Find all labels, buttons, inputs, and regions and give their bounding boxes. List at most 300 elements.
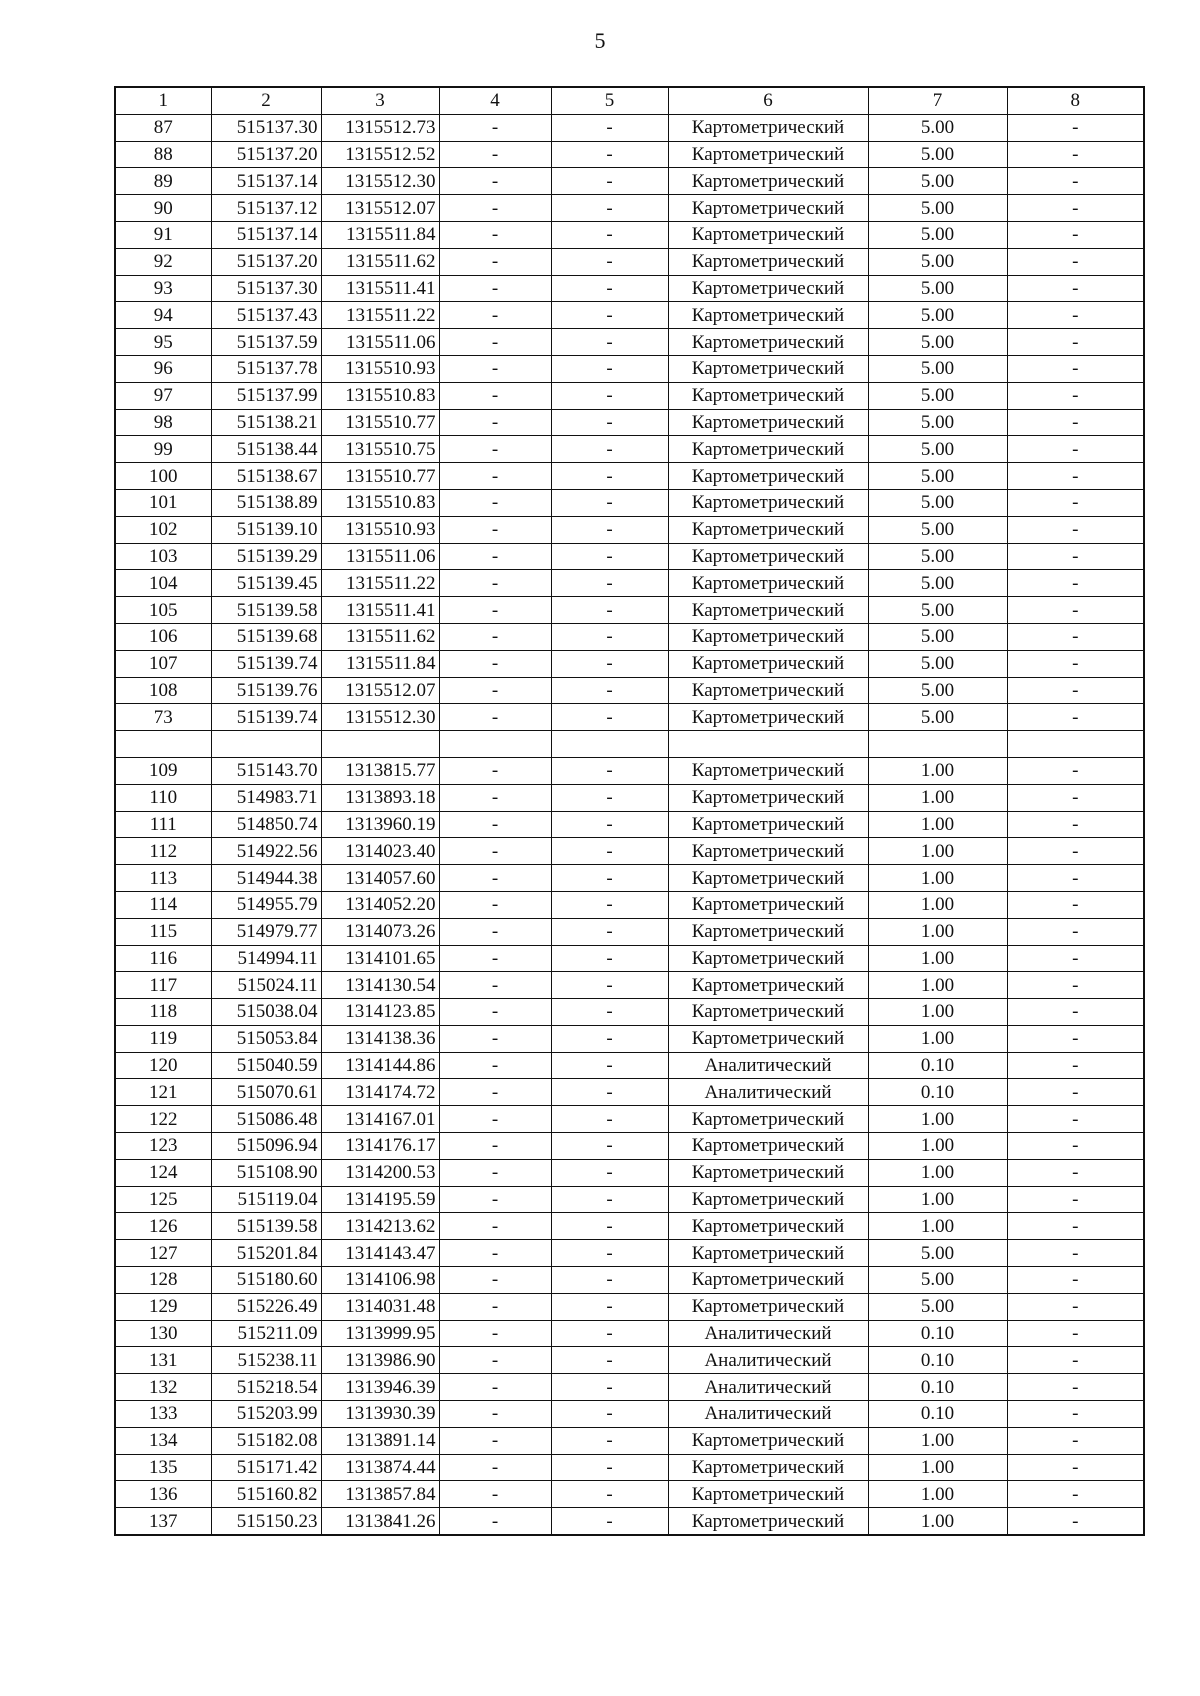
table-cell: 118	[115, 999, 211, 1026]
table-cell: -	[551, 1159, 668, 1186]
table-cell: -	[1007, 757, 1144, 784]
table-cell: -	[439, 329, 551, 356]
table-cell: 99	[115, 436, 211, 463]
table-cell: 109	[115, 757, 211, 784]
table-cell	[1007, 731, 1144, 758]
table-cell: 1314174.72	[321, 1079, 439, 1106]
table-cell: 514850.74	[211, 811, 321, 838]
table-cell: -	[439, 597, 551, 624]
table-cell: 5.00	[868, 1240, 1007, 1267]
table-row	[115, 275, 1144, 302]
table-cell: Картометрический	[668, 972, 868, 999]
table-cell: -	[439, 248, 551, 275]
table-cell: 1315511.22	[321, 302, 439, 329]
table-cell: 1.00	[868, 1133, 1007, 1160]
table-cell: -	[439, 677, 551, 704]
header-cell: 2	[211, 87, 321, 114]
table-cell: 515137.14	[211, 221, 321, 248]
table-cell: 515137.99	[211, 382, 321, 409]
table-row	[115, 945, 1144, 972]
table-cell: -	[439, 1052, 551, 1079]
table-cell: -	[1007, 436, 1144, 463]
table-cell: 1314031.48	[321, 1293, 439, 1320]
table-cell: 1315512.30	[321, 168, 439, 195]
table-cell: -	[551, 114, 668, 141]
table-cell: 514955.79	[211, 891, 321, 918]
table-cell: 1315512.07	[321, 677, 439, 704]
table-cell: 515139.68	[211, 623, 321, 650]
table-cell: 515203.99	[211, 1401, 321, 1428]
table-row	[115, 704, 1144, 731]
table-cell: 1315510.77	[321, 409, 439, 436]
table-cell: 1315512.52	[321, 141, 439, 168]
table-cell: 515138.89	[211, 489, 321, 516]
table-cell: 5.00	[868, 704, 1007, 731]
table-row	[115, 1213, 1144, 1240]
table-cell: 515137.20	[211, 141, 321, 168]
header-row	[115, 87, 1144, 114]
table-cell: 104	[115, 570, 211, 597]
table-cell: -	[551, 650, 668, 677]
table-cell: -	[551, 195, 668, 222]
table-cell: 1315512.30	[321, 704, 439, 731]
table-cell: 5.00	[868, 463, 1007, 490]
table-cell: Картометрический	[668, 1293, 868, 1320]
table-cell: 93	[115, 275, 211, 302]
table-cell: 5.00	[868, 650, 1007, 677]
table-cell: -	[439, 1374, 551, 1401]
table-cell: 116	[115, 945, 211, 972]
table-cell: 515139.45	[211, 570, 321, 597]
table-cell: 129	[115, 1293, 211, 1320]
table-cell: 515024.11	[211, 972, 321, 999]
table-cell: -	[439, 168, 551, 195]
table-cell: -	[1007, 195, 1144, 222]
table-cell: Картометрический	[668, 811, 868, 838]
table-cell: 515171.42	[211, 1454, 321, 1481]
table-cell: -	[551, 168, 668, 195]
table-cell: 5.00	[868, 302, 1007, 329]
table-cell: Картометрический	[668, 463, 868, 490]
table-cell: 110	[115, 784, 211, 811]
table-cell: -	[551, 1427, 668, 1454]
table-cell: 1314057.60	[321, 865, 439, 892]
table-cell: 132	[115, 1374, 211, 1401]
table-cell: -	[551, 248, 668, 275]
table-cell: Картометрический	[668, 891, 868, 918]
table-cell: -	[551, 1374, 668, 1401]
table-cell: 5.00	[868, 275, 1007, 302]
table-cell: Картометрический	[668, 1213, 868, 1240]
table-cell: 5.00	[868, 114, 1007, 141]
table-cell: Картометрический	[668, 543, 868, 570]
table-cell: 1.00	[868, 1213, 1007, 1240]
table-cell: 105	[115, 597, 211, 624]
table-cell: 1315511.62	[321, 248, 439, 275]
table-cell: 0.10	[868, 1401, 1007, 1428]
table-cell: Картометрический	[668, 275, 868, 302]
table-row	[115, 355, 1144, 382]
table-cell: 1.00	[868, 1025, 1007, 1052]
table-cell: -	[551, 757, 668, 784]
table-cell: -	[439, 221, 551, 248]
table-cell: Картометрический	[668, 1186, 868, 1213]
table-cell: 111	[115, 811, 211, 838]
table-cell: 1315510.83	[321, 382, 439, 409]
table-cell: 515139.29	[211, 543, 321, 570]
table-cell: 5.00	[868, 543, 1007, 570]
table-cell: Аналитический	[668, 1079, 868, 1106]
table-cell: -	[551, 355, 668, 382]
table-cell: -	[439, 945, 551, 972]
table-cell: -	[1007, 597, 1144, 624]
table-cell: 88	[115, 141, 211, 168]
table-cell: 5.00	[868, 221, 1007, 248]
table-row	[115, 463, 1144, 490]
table-cell: 514983.71	[211, 784, 321, 811]
table-cell: 515137.78	[211, 355, 321, 382]
table-row	[115, 1481, 1144, 1508]
table-cell: 1.00	[868, 945, 1007, 972]
table-cell: -	[439, 650, 551, 677]
table-cell: 515139.58	[211, 597, 321, 624]
table-cell: -	[551, 1213, 668, 1240]
table-cell: 1315510.83	[321, 489, 439, 516]
table-cell: 1313857.84	[321, 1481, 439, 1508]
table-cell: 515137.30	[211, 114, 321, 141]
table-cell: -	[439, 1401, 551, 1428]
table-cell: -	[1007, 1454, 1144, 1481]
table-cell: 1.00	[868, 1427, 1007, 1454]
table-cell: 133	[115, 1401, 211, 1428]
table-cell: -	[1007, 570, 1144, 597]
table-cell: -	[1007, 329, 1144, 356]
table-cell: 1315511.84	[321, 221, 439, 248]
table-cell: -	[439, 195, 551, 222]
table-cell: 514944.38	[211, 865, 321, 892]
table-cell: 100	[115, 463, 211, 490]
table-cell: -	[1007, 918, 1144, 945]
table-cell: -	[551, 704, 668, 731]
table-cell: -	[439, 1106, 551, 1133]
table-cell: -	[439, 1240, 551, 1267]
table-row	[115, 248, 1144, 275]
table-row	[115, 409, 1144, 436]
table-cell: 1313874.44	[321, 1454, 439, 1481]
table-cell: 515137.12	[211, 195, 321, 222]
table-cell: 1315511.41	[321, 597, 439, 624]
table-cell: 1313815.77	[321, 757, 439, 784]
table-cell: -	[439, 704, 551, 731]
table-cell: -	[551, 1481, 668, 1508]
table-cell: Картометрический	[668, 409, 868, 436]
table-cell: -	[1007, 1508, 1144, 1535]
table-cell: 515108.90	[211, 1159, 321, 1186]
table-cell: Картометрический	[668, 248, 868, 275]
table-cell: -	[1007, 114, 1144, 141]
table-cell: 1315511.62	[321, 623, 439, 650]
table-cell: 515180.60	[211, 1267, 321, 1294]
table-cell: -	[1007, 275, 1144, 302]
table-cell: 1314073.26	[321, 918, 439, 945]
table-cell: 1315511.41	[321, 275, 439, 302]
table-cell: Картометрический	[668, 1133, 868, 1160]
table-cell: 0.10	[868, 1374, 1007, 1401]
table-cell: Аналитический	[668, 1320, 868, 1347]
table-cell: Картометрический	[668, 355, 868, 382]
table-cell: Аналитический	[668, 1374, 868, 1401]
table-cell: 5.00	[868, 195, 1007, 222]
table-cell: 96	[115, 355, 211, 382]
table-row	[115, 1454, 1144, 1481]
table-row	[115, 838, 1144, 865]
table-cell: 0.10	[868, 1079, 1007, 1106]
table-cell: -	[1007, 302, 1144, 329]
table-cell: 97	[115, 382, 211, 409]
table-cell: -	[439, 409, 551, 436]
table-row	[115, 141, 1144, 168]
table-cell: 1313999.95	[321, 1320, 439, 1347]
table-cell: Картометрический	[668, 382, 868, 409]
table-row	[115, 168, 1144, 195]
table-body	[115, 87, 1144, 1535]
table-cell: -	[551, 623, 668, 650]
table-row	[115, 1106, 1144, 1133]
table-cell: -	[551, 677, 668, 704]
table-row	[115, 1320, 1144, 1347]
table-cell: -	[439, 436, 551, 463]
table-cell: Картометрический	[668, 1159, 868, 1186]
table-cell: 98	[115, 409, 211, 436]
table-cell: -	[1007, 677, 1144, 704]
table-cell: 1315510.77	[321, 463, 439, 490]
table-cell: -	[1007, 1213, 1144, 1240]
table-cell: -	[1007, 704, 1144, 731]
table-cell: Картометрический	[668, 329, 868, 356]
table-cell: -	[439, 865, 551, 892]
table-cell: 1.00	[868, 865, 1007, 892]
table-cell: Картометрический	[668, 838, 868, 865]
table-cell: -	[551, 1186, 668, 1213]
table-cell: -	[1007, 999, 1144, 1026]
table-row	[115, 1159, 1144, 1186]
table-cell: -	[551, 543, 668, 570]
header-cell: 1	[115, 87, 211, 114]
table-cell: 515139.58	[211, 1213, 321, 1240]
table-cell: Картометрический	[668, 114, 868, 141]
table-cell: 1314200.53	[321, 1159, 439, 1186]
header-cell: 7	[868, 87, 1007, 114]
table-cell: 1.00	[868, 1454, 1007, 1481]
table-cell: 91	[115, 221, 211, 248]
table-cell: 90	[115, 195, 211, 222]
table-cell: Аналитический	[668, 1052, 868, 1079]
header-cell: 8	[1007, 87, 1144, 114]
table-cell: -	[1007, 1133, 1144, 1160]
table-row	[115, 516, 1144, 543]
table-row	[115, 1508, 1144, 1535]
table-cell: 515137.43	[211, 302, 321, 329]
table-cell: -	[1007, 1079, 1144, 1106]
table-cell: 515053.84	[211, 1025, 321, 1052]
table-cell: Картометрический	[668, 650, 868, 677]
table-cell: Картометрический	[668, 195, 868, 222]
table-row	[115, 597, 1144, 624]
table-cell: 1315510.75	[321, 436, 439, 463]
table-cell: 131	[115, 1347, 211, 1374]
table-cell: 114	[115, 891, 211, 918]
table-cell: -	[1007, 382, 1144, 409]
table-cell: 515138.21	[211, 409, 321, 436]
table-cell: -	[1007, 1293, 1144, 1320]
table-cell: Картометрический	[668, 597, 868, 624]
table-cell: 1.00	[868, 972, 1007, 999]
table-cell: -	[1007, 516, 1144, 543]
table-cell: 0.10	[868, 1052, 1007, 1079]
table-cell: 1314023.40	[321, 838, 439, 865]
table-cell: -	[439, 1481, 551, 1508]
table-row	[115, 1079, 1144, 1106]
table-cell: 1.00	[868, 784, 1007, 811]
table-cell: -	[1007, 1186, 1144, 1213]
table-row	[115, 195, 1144, 222]
table-cell: -	[439, 891, 551, 918]
table-cell: -	[1007, 1052, 1144, 1079]
table-cell: 107	[115, 650, 211, 677]
table-cell: 120	[115, 1052, 211, 1079]
table-cell: Картометрический	[668, 999, 868, 1026]
table-cell: -	[439, 1267, 551, 1294]
table-row	[115, 1347, 1144, 1374]
table-cell: Картометрический	[668, 704, 868, 731]
table-cell: -	[1007, 1374, 1144, 1401]
table-cell: Картометрический	[668, 1267, 868, 1294]
table-cell: -	[551, 891, 668, 918]
table-row	[115, 757, 1144, 784]
table-cell: 103	[115, 543, 211, 570]
table-cell: Картометрический	[668, 221, 868, 248]
table-cell: 1313841.26	[321, 1508, 439, 1535]
table-cell: Картометрический	[668, 945, 868, 972]
table-cell: 123	[115, 1133, 211, 1160]
table-cell: -	[551, 1293, 668, 1320]
table-cell: Картометрический	[668, 623, 868, 650]
table-cell: -	[551, 597, 668, 624]
table-cell: 122	[115, 1106, 211, 1133]
table-cell: 1.00	[868, 999, 1007, 1026]
table-cell: -	[1007, 141, 1144, 168]
table-row	[115, 650, 1144, 677]
table-cell: -	[1007, 623, 1144, 650]
table-cell: -	[439, 1347, 551, 1374]
table-cell: -	[551, 865, 668, 892]
table-cell: -	[551, 463, 668, 490]
table-cell: 515096.94	[211, 1133, 321, 1160]
header-cell: 3	[321, 87, 439, 114]
table-cell: -	[551, 516, 668, 543]
table-cell: Картометрический	[668, 1025, 868, 1052]
table-cell: -	[551, 141, 668, 168]
table-cell: 1313930.39	[321, 1401, 439, 1428]
table-cell: 1315512.73	[321, 114, 439, 141]
table-cell: 125	[115, 1186, 211, 1213]
table-cell: 515238.11	[211, 1347, 321, 1374]
table-cell: 514979.77	[211, 918, 321, 945]
table-cell: 1314144.86	[321, 1052, 439, 1079]
table-cell: -	[551, 918, 668, 945]
table-cell: 1314195.59	[321, 1186, 439, 1213]
table-cell: 5.00	[868, 141, 1007, 168]
table-cell: 1314130.54	[321, 972, 439, 999]
table-cell: Картометрический	[668, 1481, 868, 1508]
table-cell: -	[551, 1106, 668, 1133]
table-cell: -	[439, 1508, 551, 1535]
table-cell: -	[439, 999, 551, 1026]
table-cell: 5.00	[868, 489, 1007, 516]
table-cell: 514922.56	[211, 838, 321, 865]
table-row	[115, 972, 1144, 999]
table-cell: 515038.04	[211, 999, 321, 1026]
table-cell: Картометрический	[668, 757, 868, 784]
table-cell: 515138.67	[211, 463, 321, 490]
table-cell: -	[1007, 1401, 1144, 1428]
table-cell: 128	[115, 1267, 211, 1294]
table-cell: 1.00	[868, 1159, 1007, 1186]
table-cell: 515139.74	[211, 704, 321, 731]
table-cell: 515139.76	[211, 677, 321, 704]
table-cell: 115	[115, 918, 211, 945]
table-cell: Картометрический	[668, 784, 868, 811]
table-cell: Картометрический	[668, 1427, 868, 1454]
table-row	[115, 918, 1144, 945]
table-cell: -	[1007, 1481, 1144, 1508]
table-cell: 5.00	[868, 516, 1007, 543]
table-cell: 5.00	[868, 409, 1007, 436]
table-cell: 112	[115, 838, 211, 865]
table-cell	[211, 731, 321, 758]
table-cell: -	[439, 463, 551, 490]
table-cell: 5.00	[868, 623, 1007, 650]
table-row	[115, 1240, 1144, 1267]
table-cell: -	[551, 329, 668, 356]
table-cell: 515040.59	[211, 1052, 321, 1079]
table-cell: 5.00	[868, 168, 1007, 195]
table-cell: -	[551, 275, 668, 302]
header-cell: 6	[668, 87, 868, 114]
table-cell: -	[1007, 784, 1144, 811]
table-cell: 515150.23	[211, 1508, 321, 1535]
table-cell: 5.00	[868, 329, 1007, 356]
table-cell: 1313960.19	[321, 811, 439, 838]
table-cell: Картометрический	[668, 1106, 868, 1133]
table-cell: -	[551, 811, 668, 838]
table-cell: -	[439, 784, 551, 811]
table-cell: -	[551, 1508, 668, 1535]
table-row	[115, 1427, 1144, 1454]
table-cell: 1.00	[868, 1508, 1007, 1535]
table-cell: -	[1007, 355, 1144, 382]
table-cell: -	[551, 784, 668, 811]
table-cell: -	[439, 114, 551, 141]
table-cell: 136	[115, 1481, 211, 1508]
table-cell: 515218.54	[211, 1374, 321, 1401]
table-cell: Картометрический	[668, 1240, 868, 1267]
table-cell: 515211.09	[211, 1320, 321, 1347]
table-cell: 119	[115, 1025, 211, 1052]
table-cell: -	[439, 1320, 551, 1347]
table-cell: 515119.04	[211, 1186, 321, 1213]
table-cell: Картометрический	[668, 1454, 868, 1481]
